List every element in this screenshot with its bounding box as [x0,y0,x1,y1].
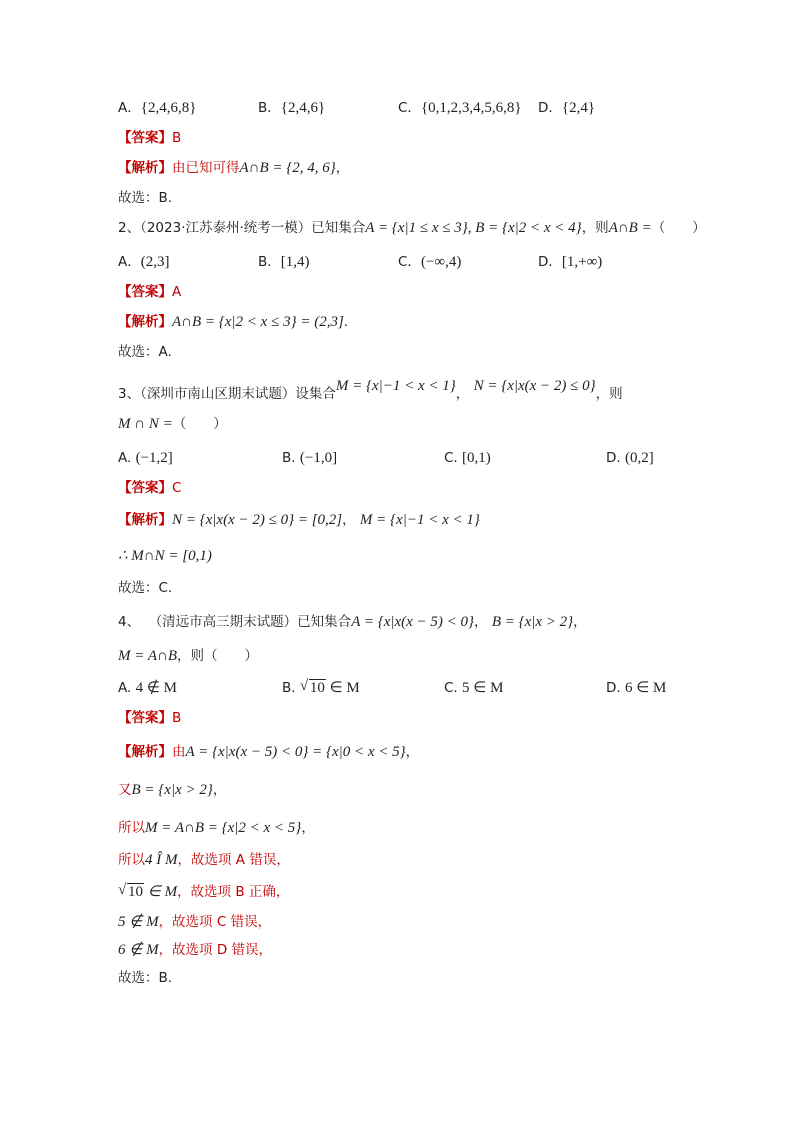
q2-stem: 2、（2023·江苏泰州·统考一模）已知集合A = {x|1 ≤ x ≤ 3}, B = {x|2 < x < 4}，则A∩B =（ ） [118,220,706,236]
q1-option-c: C．{0,1,2,3,4,5,6,8} [398,100,522,116]
q3-stem-line2: M ∩ N =（ ） [118,416,227,432]
q1-option-d: D．{2,4} [538,100,596,116]
q4-analysis-5: √ 10 ∈ M，故选项 B 正确， [118,882,289,902]
q4-stem-line2: M = A∩B，则（ ） [118,648,259,664]
q1-answer: 【答案】B [118,130,182,146]
q2-option-b: B．[1,4) [258,254,310,270]
q3-therefore: ∴ M∩N = [0,1) [118,548,212,564]
q3-stem: 3、（深圳市南山区期末试题）设集合M = {x|−1 < x < 1}， N = {x|x(x − 2) ≤ 0}，则 [118,378,623,402]
q1-option-b: B．{2,4,6} [258,100,326,116]
q4-analysis-6: 5 ∉ M，故选项 C 错误， [118,914,272,930]
q2-option-d: D．[1,+∞) [538,254,603,270]
q4-option-c: C. 5 ∈ M [444,680,504,696]
q3-option-b: B. (−1,0] [282,450,338,466]
q4-analysis-4: 所以4 Î M，故选项 A 错误， [118,852,290,868]
q4-option-b: B. √ 10 ∈ M [282,678,360,698]
q2-answer: 【答案】A [118,284,182,300]
q3-option-c: C. [0,1) [444,450,491,466]
q4-option-d: D. 6 ∈ M [606,680,667,696]
q1-option-a: A．{2,4,6,8} [118,100,197,116]
q2-conclusion: 故选：A. [118,344,172,360]
q4-conclusion: 故选：B. [118,970,173,986]
q3-conclusion: 故选：C. [118,580,173,596]
q4-analysis-3: 所以M = A∩B = {x|2 < x < 5}， [118,820,315,836]
q1-conclusion: 故选：B. [118,190,173,206]
q4-option-a: A. 4 ∉ M [118,680,177,696]
q3-option-a: A. (−1,2] [118,450,173,466]
q1-analysis: 【解析】由已知可得A∩B = {2, 4, 6}， [118,160,350,176]
q4-analysis-1: 【解析】由A = {x|x(x − 5) < 0} = {x|0 < x < 5}， [118,744,420,760]
q4-analysis-7: 6 ∉ M，故选项 D 错误， [118,942,273,958]
q3-analysis: 【解析】N = {x|x(x − 2) ≤ 0} = [0,2]， M = {x|−1 < x < 1} [118,512,480,528]
q3-answer: 【答案】C [118,480,182,496]
sqrt-symbol: √ 10 [300,678,326,698]
q4-answer: 【答案】B [118,710,182,726]
q2-option-c: C．(−∞,4) [398,254,462,270]
q2-option-a: A．(2,3] [118,254,170,270]
q3-option-d: D. (0,2] [606,450,654,466]
q4-stem: 4、 （清远市高三期末试题）已知集合A = {x|x(x − 5) < 0}， B = {x|x > 2}， [118,614,587,630]
sqrt-symbol: √ 10 [118,882,144,902]
q2-analysis: 【解析】A∩B = {x|2 < x ≤ 3} = (2,3]. [118,314,349,330]
q4-analysis-2: 又B = {x|x > 2}， [118,782,227,798]
